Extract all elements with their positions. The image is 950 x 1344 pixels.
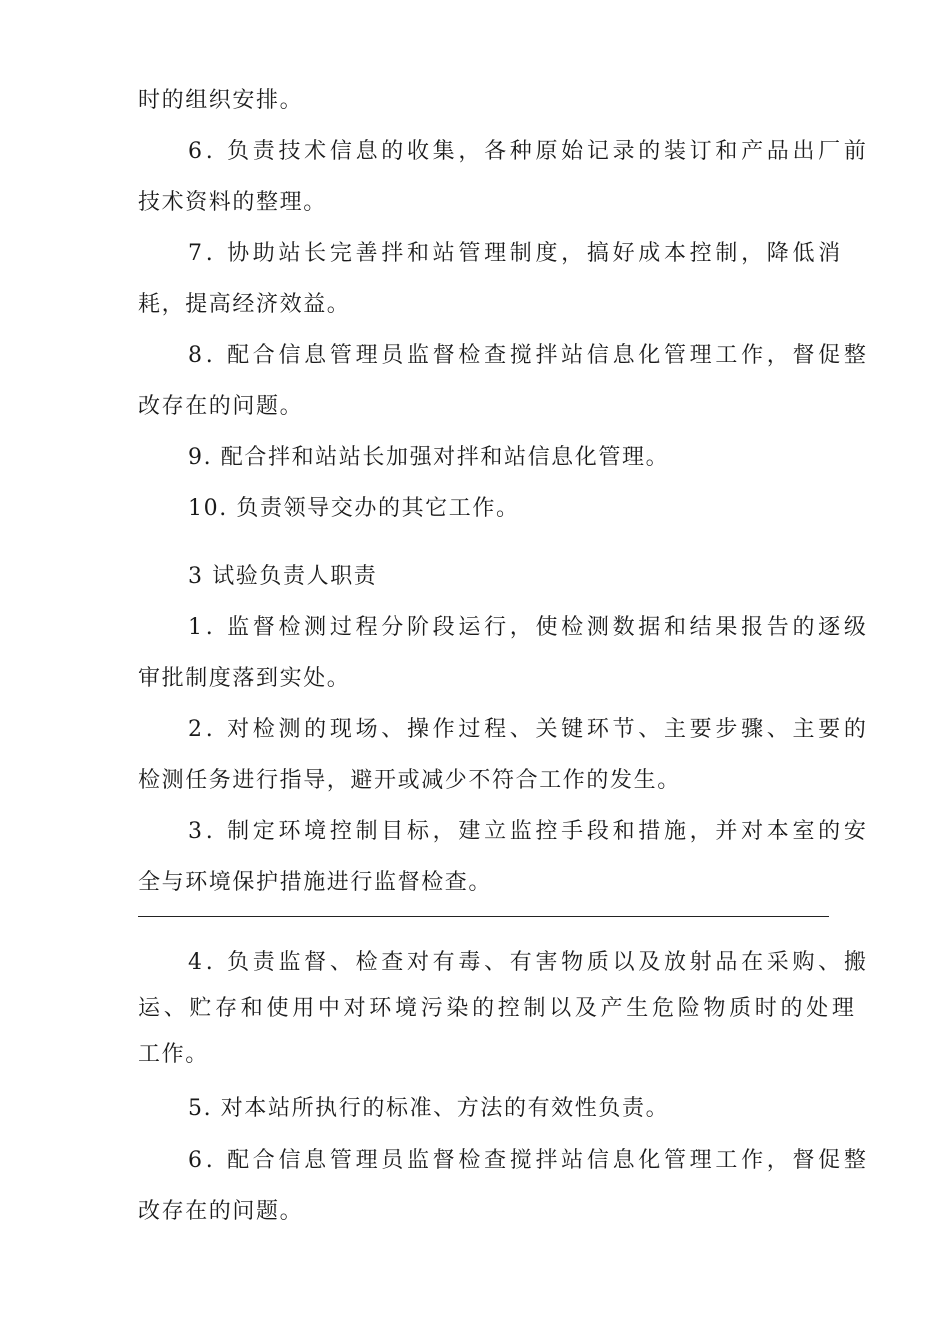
paragraph-10: 10. 负责领导交办的其它工作。 [188, 496, 520, 521]
paragraph-9: 9. 配合拌和站站长加强对拌和站信息化管理。 [188, 445, 670, 470]
paragraph-8-line-1: 8. 配合信息管理员监督检查搅拌站信息化管理工作，督促整 [188, 343, 870, 368]
section-item-4-line-1: 4. 负责监督、检查对有毒、有害物质以及放射品在采购、搬 [188, 950, 870, 975]
paragraph-7-line-2: 耗，提高经济效益。 [138, 292, 351, 317]
section-item-1-line-1: 1. 监督检测过程分阶段运行，使检测数据和结果报告的逐级 [188, 615, 870, 640]
section-item-6-line-1: 6. 配合信息管理员监督检查搅拌站信息化管理工作，督促整 [188, 1148, 870, 1173]
paragraph-6-line-2: 技术资料的整理。 [138, 190, 327, 215]
section-item-6-line-2: 改存在的问题。 [138, 1199, 304, 1224]
section-item-2-line-2: 检测任务进行指导，避开或减少不符合工作的发生。 [138, 768, 681, 793]
section-item-1-line-2: 审批制度落到实处。 [138, 666, 351, 691]
page-divider [138, 916, 829, 917]
paragraph-5-continuation: 时的组织安排。 [138, 88, 304, 113]
section-item-4-line-2: 运、贮存和使用中对环境污染的控制以及产生危险物质时的处理 [138, 996, 858, 1021]
section-item-3-line-1: 3. 制定环境控制目标，建立监控手段和措施，并对本室的安 [188, 819, 870, 844]
section-heading: 3 试验负责人职责 [188, 564, 378, 589]
section-item-4-line-3: 工作。 [138, 1042, 209, 1067]
section-item-5: 5. 对本站所执行的标准、方法的有效性负责。 [188, 1096, 670, 1121]
paragraph-6-line-1: 6. 负责技术信息的收集，各种原始记录的装订和产品出厂前 [188, 139, 870, 164]
section-item-2-line-1: 2. 对检测的现场、操作过程、关键环节、主要步骤、主要的 [188, 717, 870, 742]
paragraph-8-line-2: 改存在的问题。 [138, 394, 304, 419]
section-item-3-line-2: 全与环境保护措施进行监督检查。 [138, 870, 493, 895]
paragraph-7-line-1: 7. 协助站长完善拌和站管理制度，搞好成本控制，降低消 [188, 241, 844, 266]
